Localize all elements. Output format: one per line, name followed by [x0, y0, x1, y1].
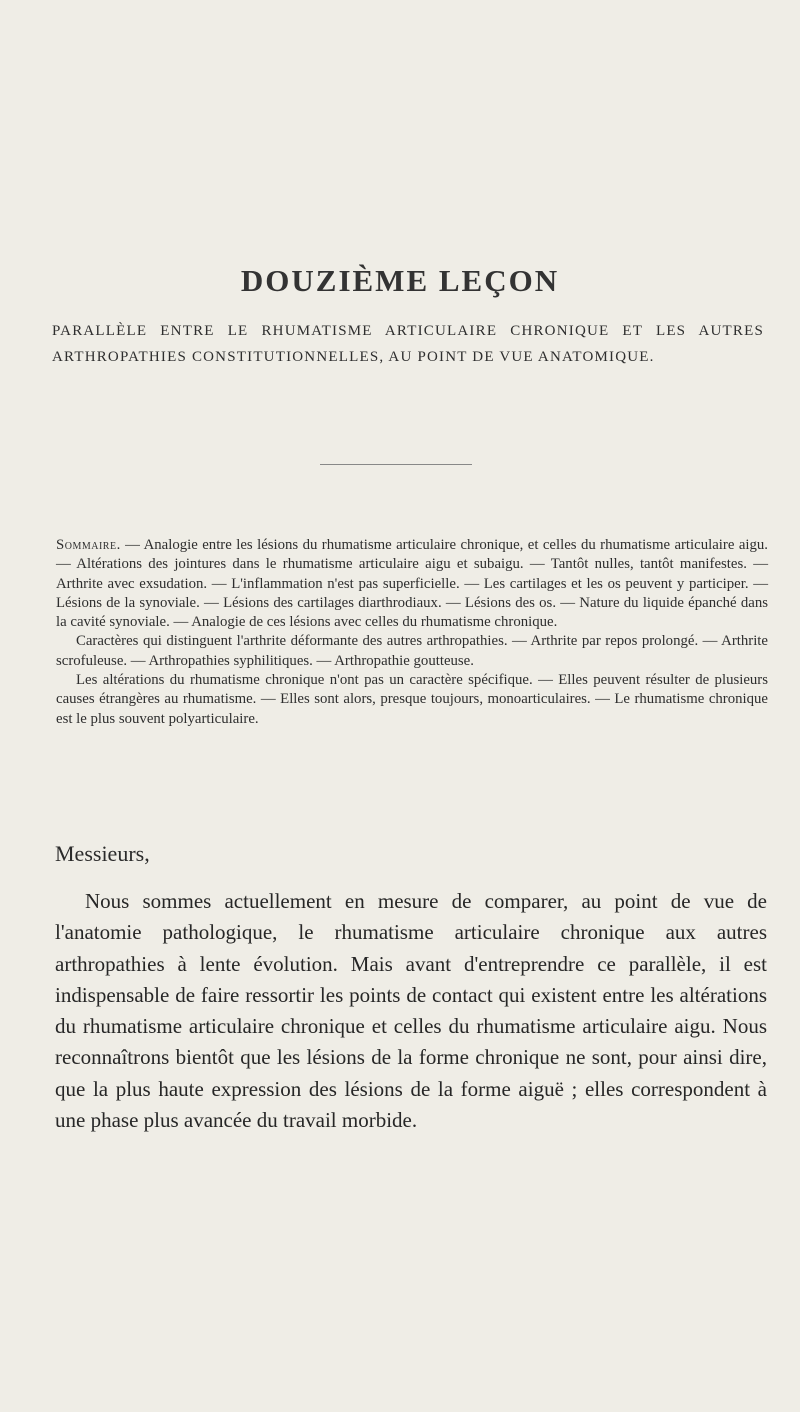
lesson-title: DOUZIÈME LEÇON — [240, 263, 560, 298]
summary-paragraph-1 — [56, 536, 768, 632]
summary-text-1: — Analogie entre les lésions du rhumatisme articulaire chronique, et celles du rhumatisme articulaire aigu. — Altérations des jointures dans le rhumatisme articulaire aigu et subaigu. — Tantôt nulles, tantôt manifestes. — Arthrite avec exsudation. — L'inflammation n'est pas superficielle. — Les cartilages et les os peuvent y participer. — Lésions de la synoviale. — Lésions des cartilages diarthrodiaux. — Lésions des os. — Nature du liquide épanché dans la cavité synoviale. — Analogie de ces lésions avec celles du rhumatisme chronique. — [56, 537, 768, 631]
body-paragraph: Nous sommes actuellement en mesure de comparer, au point de vue de l'anatomie pathologique, le rhumatisme articulaire chronique aux autres arthropathies à lente évolution. Mais avant d'entreprendre ce parallèle, il est indispensable de faire ressortir les points de contact qui existent entre les altérations du rhumatisme articulaire chronique et celles du rhumatisme articulaire aigu. Nous reconnaîtrons bientôt que les lésions de la forme chronique ne sont, pour ainsi dire, que la plus haute expression des lésions de la forme aiguë ; elles correspondent à une phase plus avancée du travail morbide. — [55, 889, 767, 1133]
summary-paragraph-3: Les altérations du rhumatisme chronique n'ont pas un caractère spécifique. — Elles peuvent résulter de plusieurs causes étrangères au rhumatisme. — Elles sont alors, presque toujours, monoarticulaires. — Le rhumatisme chronique est le plus souvent polyarticulaire. — [56, 672, 768, 727]
salutation: Messieurs, — [55, 841, 150, 866]
summary-label: Sommaire. — [56, 537, 121, 553]
summary-paragraph-2: Caractères qui distinguent l'arthrite déformante des autres arthropathies. — Arthrite par repos prolongé. — Arthrite scrofuleuse. — Arthropathies syphilitiques. — Arthropathie goutteuse. — [56, 633, 768, 669]
lesson-subtitle: PARALLÈLE ENTRE LE RHUMATISME ARTICULAIRE CHRONIQUE ET LES AUTRES ARTHROPATHIES CONSTITUTIONNELLES, AU POINT DE VUE ANATOMIQUE. — [52, 323, 764, 365]
section-divider — [320, 464, 472, 465]
summary-section — [56, 536, 768, 729]
